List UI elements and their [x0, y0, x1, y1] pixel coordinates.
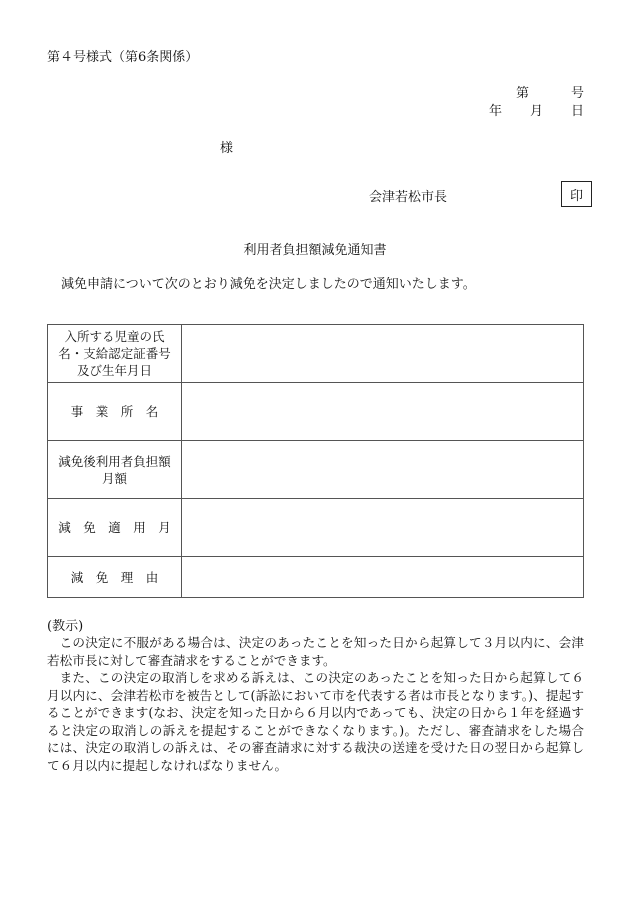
label-line: 月額	[101, 470, 127, 486]
label-line: 名・支給認定証番号	[58, 346, 171, 361]
document-number-line	[516, 82, 584, 101]
number-prefix: 第	[516, 86, 530, 101]
seal-label: 印	[569, 188, 583, 204]
table-row	[48, 325, 584, 383]
addressee-honorific: 様	[220, 141, 234, 156]
instruction-paragraph: この決定に不服がある場合は、決定のあったことを知った日から起算して３月以内に、会津若松市長に対して審査請求をすることができます。	[47, 635, 584, 668]
monthly-amount-field[interactable]	[182, 441, 584, 499]
table-row	[48, 441, 584, 499]
date-month: 月	[529, 104, 543, 119]
label-line: 入所する児童の氏	[64, 329, 165, 344]
document-title: 利用者負担額減免通知書	[243, 243, 387, 258]
number-suffix: 号	[570, 86, 584, 101]
label-line: 減 免 理 由	[70, 569, 159, 585]
child-info-field[interactable]	[182, 325, 584, 383]
row-label-applicable-month	[48, 499, 182, 557]
facility-name-field[interactable]	[182, 383, 584, 441]
row-label-reason	[48, 557, 182, 598]
form-number: 第４号様式（第6条関係）	[47, 50, 199, 65]
table-row	[48, 499, 584, 557]
label-line: 及び生年月日	[76, 363, 152, 378]
date-day: 日	[570, 104, 584, 119]
row-label-child-info	[48, 325, 182, 383]
lead-sentence: 減免申請について次のとおり減免を決定しましたので通知いたします。	[61, 277, 476, 292]
instruction-heading: (教示)	[47, 619, 84, 634]
instruction-body	[47, 634, 584, 774]
instruction-paragraph: また、この決定の取消しを求める訴えは、この決定のあったことを知った日から起算して６月以内に、会津若松市を被告として(訴訟において市を代表する者は市長となります。)、提起することができます(なお、決定を知った日から６月以内であっても、決定の日から１年を経過すると決定の取消しの訴えを提起することができなくなります。)。ただし、審査請求をした場合には、決定の取消しの訴えは、その審査請求に対する裁決の送達を受けた日の翌日から起算して６月以内に提起しなければなりません。	[47, 670, 585, 773]
seal-box	[561, 181, 592, 207]
applicable-month-field[interactable]	[182, 499, 584, 557]
date-line	[489, 100, 584, 119]
reason-field[interactable]	[182, 557, 584, 598]
reduction-details-table	[47, 324, 584, 598]
label-line: 事 業 所 名	[70, 404, 159, 419]
issuer-name: 会津若松市長	[369, 190, 448, 205]
table-row	[48, 557, 584, 598]
date-year: 年	[489, 104, 503, 119]
row-label-monthly-amount	[48, 441, 182, 499]
table-row	[48, 383, 584, 441]
row-label-facility	[48, 383, 182, 441]
label-line: 減 免 適 用 月	[58, 520, 171, 535]
label-line: 減免後利用者負担額	[58, 453, 171, 469]
